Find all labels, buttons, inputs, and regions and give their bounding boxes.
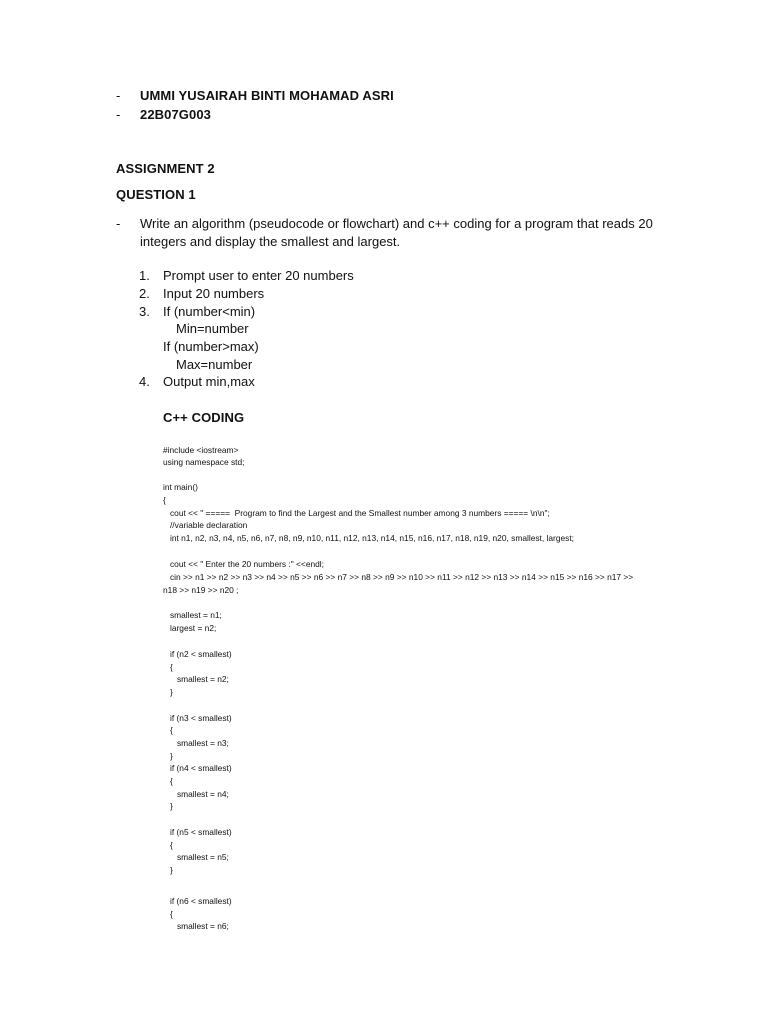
- code-line: if (n2 < smallest): [163, 649, 232, 659]
- code-line: smallest = n6;: [163, 921, 229, 931]
- code-line: {: [163, 840, 173, 850]
- step-text: If (number<min): [163, 304, 256, 319]
- code-line: }: [163, 751, 173, 761]
- step-number: 3.: [139, 304, 150, 319]
- code-line: smallest = n2;: [163, 674, 229, 684]
- code-line: if (n3 < smallest): [163, 713, 232, 723]
- question-title: QUESTION 1: [116, 187, 196, 202]
- step-subtext: Min=number: [176, 321, 249, 336]
- code-line: //variable declaration: [163, 520, 248, 530]
- question-text-line2: integers and display the smallest and largest.: [140, 234, 401, 249]
- code-line: if (n5 < smallest): [163, 827, 232, 837]
- code-line: cout << " ===== Program to find the Largest and the Smallest number among 3 numbers ===== \n\n";: [163, 508, 550, 518]
- code-line: smallest = n5;: [163, 852, 229, 862]
- code-line: smallest = n3;: [163, 738, 229, 748]
- code-line: smallest = n1;: [163, 610, 222, 620]
- code-line: {: [163, 909, 173, 919]
- student-name: UMMI YUSAIRAH BINTI MOHAMAD ASRI: [140, 88, 394, 103]
- code-line: using namespace std;: [163, 457, 245, 467]
- bullet-dash: -: [116, 107, 121, 122]
- assignment-title: ASSIGNMENT 2: [116, 161, 215, 176]
- code-line: cin >> n1 >> n2 >> n3 >> n4 >> n5 >> n6 >> n7 >> n8 >> n9 >> n10 >> n11 >> n12 >> n13 >> n14 >> n15 >> n16 >> n17 >>: [163, 572, 634, 582]
- code-line: int n1, n2, n3, n4, n5, n6, n7, n8, n9, n10, n11, n12, n13, n14, n15, n16, n17, n18, n19, n20, smallest, largest;: [163, 533, 574, 543]
- code-line: int main(): [163, 482, 198, 492]
- code-line: if (n4 < smallest): [163, 763, 232, 773]
- code-line: {: [163, 776, 173, 786]
- code-line: n18 >> n19 >> n20 ;: [163, 585, 239, 595]
- bullet-dash: -: [116, 88, 121, 103]
- code-line: {: [163, 725, 173, 735]
- step-number: 1.: [139, 268, 150, 283]
- code-line: {: [163, 662, 173, 672]
- step-text: Output min,max: [163, 374, 255, 389]
- code-line: }: [163, 687, 173, 697]
- code-heading: C++ CODING: [163, 410, 245, 425]
- bullet-dash: -: [116, 216, 121, 231]
- code-line: #include <iostream>: [163, 445, 239, 455]
- step-subtext: Max=number: [176, 357, 253, 372]
- code-line: }: [163, 865, 173, 875]
- step-number: 4.: [139, 374, 150, 389]
- code-line: }: [163, 801, 173, 811]
- code-line: smallest = n4;: [163, 789, 229, 799]
- code-line: largest = n2;: [163, 623, 217, 633]
- step-number: 2.: [139, 286, 150, 301]
- code-line: if (n6 < smallest): [163, 896, 232, 906]
- code-line: {: [163, 495, 166, 505]
- question-text-line1: Write an algorithm (pseudocode or flowchart) and c++ coding for a program that reads 20: [140, 216, 653, 231]
- step-text: Prompt user to enter 20 numbers: [163, 268, 354, 283]
- step-subtext: If (number>max): [163, 339, 259, 354]
- student-id: 22B07G003: [140, 107, 212, 122]
- step-text: Input 20 numbers: [163, 286, 265, 301]
- code-line: cout << " Enter the 20 numbers :" <<endl;: [163, 559, 324, 569]
